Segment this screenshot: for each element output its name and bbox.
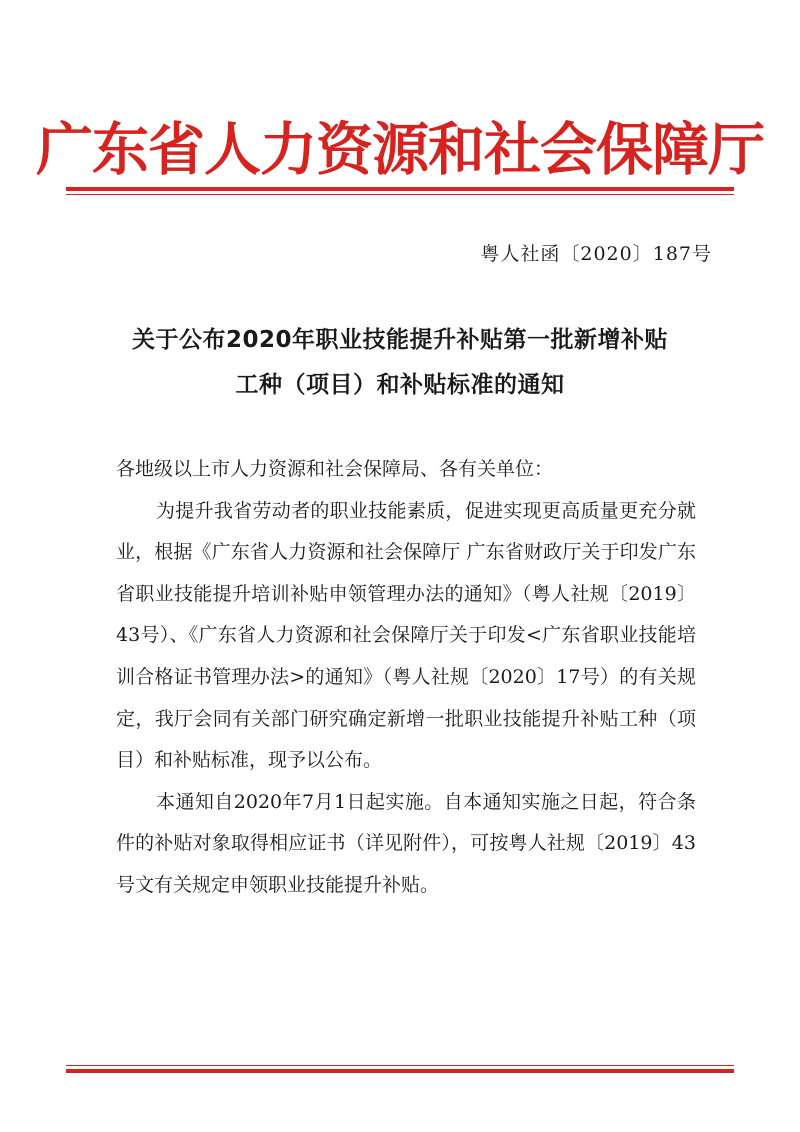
footer-red-rule-thin [66, 1065, 734, 1066]
body-paragraph-2: 本通知自2020年7月1日起实施。自本通知实施之日起，符合条件的补贴对象取得相应证书（详见附件），可按粤人社规〔2019〕43号文有关规定申领职业技能提升补贴。 [116, 790, 696, 896]
header-red-rule-thick [66, 187, 734, 191]
issuing-authority-header: 广东省人力资源和社会保障厅 [36, 116, 764, 183]
document-title-line-2: 工种（项目）和补贴标准的通知 [235, 372, 565, 398]
document-title [60, 318, 740, 408]
body-paragraph-1: 为提升我省劳动者的职业技能素质，促进实现更高质量更充分就业，根据《广东省人力资源和社会保障厅 广东省财政厅关于印发广东省职业技能提升培训补贴申领管理办法的通知》（粤人社规〔2019〕43号）、《广东省人力资源和社会保障厅关于印发<广东省职业技能培训合格证书管理办法>的通知》（粤人社规〔2020〕17号）的有关规定，我厅会同有关部门研究确定新增一批职业技能提升补贴工种（项目）和补贴标准，现予以公布。 [116, 499, 696, 772]
document-body [116, 449, 696, 907]
document-title-line-1: 关于公布2020年职业技能提升补贴第一批新增补贴 [131, 327, 668, 353]
footer-red-rule-thick [66, 1069, 734, 1073]
document-number: 粤人社函〔2020〕187号 [480, 243, 712, 265]
header-red-rule-thin [66, 194, 734, 195]
salutation: 各地级以上市人力资源和社会保障局、各有关单位： [116, 458, 554, 480]
